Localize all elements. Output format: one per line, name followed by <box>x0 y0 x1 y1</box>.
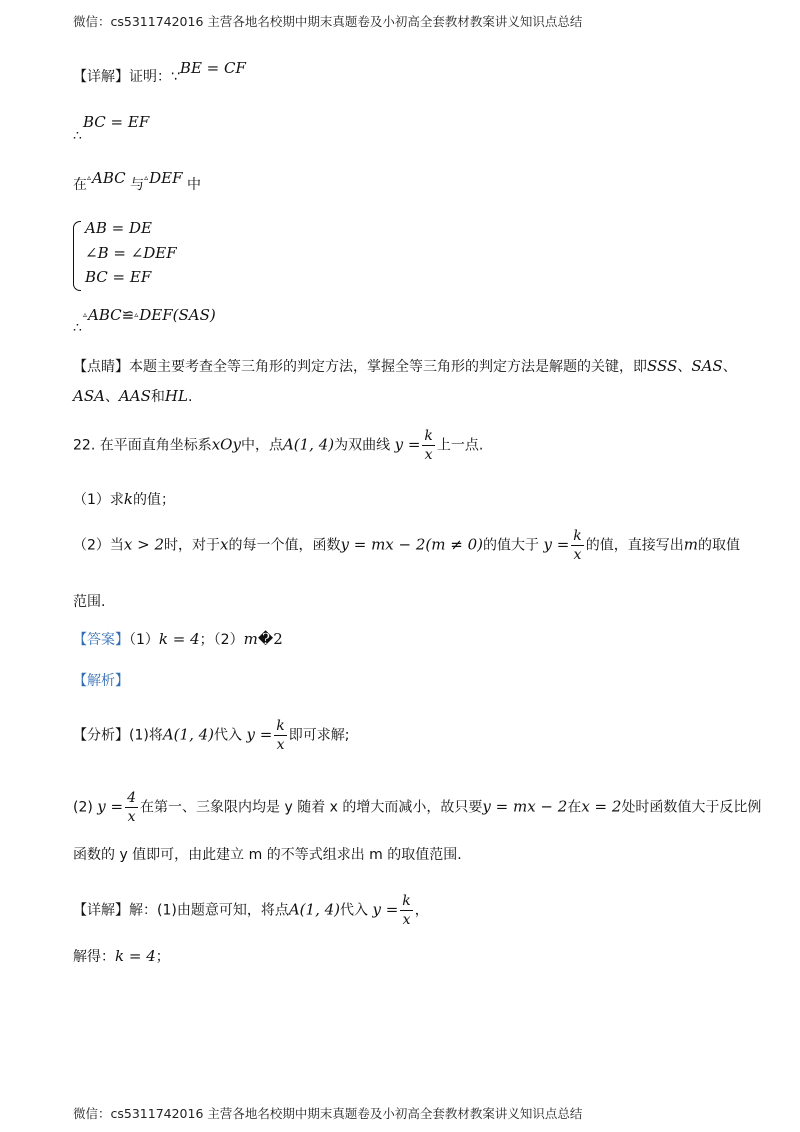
separator: 、 <box>722 359 737 375</box>
congruence-line <box>73 305 216 326</box>
solve-text: 解得： <box>73 949 115 965</box>
separator: 、 <box>677 359 692 375</box>
period: . <box>187 389 193 405</box>
detail-text-b: 代入 <box>340 902 369 919</box>
triangle-abc: ABC <box>92 169 126 187</box>
question-part-2 <box>73 528 740 563</box>
question-number: 22. <box>73 437 96 454</box>
k-over-x-fraction <box>422 428 434 463</box>
four-over-x-fraction <box>125 790 138 825</box>
stem-text-1: 在平面直角坐标系 <box>99 437 212 454</box>
triangle-icon: ▵ <box>83 310 88 319</box>
fenxi-label: 【分析】 <box>73 727 129 744</box>
part2-text-e: 的值，直接写出 <box>585 537 684 554</box>
answer-label: 【答案】 <box>73 632 129 648</box>
analysis-part1 <box>73 718 349 753</box>
stem-text-3: 为双曲线 <box>334 437 391 454</box>
bc-ef-equation: BC = EF <box>83 113 150 131</box>
answer-part1: （1） <box>129 632 159 648</box>
part2-text-f: 的取值 <box>697 537 740 554</box>
analysis-label: 【解析】 <box>73 673 129 689</box>
fraction-numerator: k <box>424 428 433 444</box>
fraction-denominator: x <box>402 912 411 928</box>
fraction-numerator: 4 <box>127 790 137 806</box>
fraction-denominator: x <box>127 809 136 825</box>
y-equals: y = <box>97 797 124 816</box>
separator: 、 <box>104 389 119 405</box>
coordinate-system: xOy <box>211 435 241 454</box>
with-text: 与 <box>130 177 145 193</box>
stem-text-4: 上一点. <box>436 437 484 454</box>
analysis-x-equals-2: x = 2 <box>581 797 622 816</box>
stem-text-2: 中，点 <box>240 437 283 454</box>
triangle-icon: ▵ <box>87 173 92 182</box>
because-symbol: ∵ <box>171 69 180 85</box>
part2-continuation: 范围. <box>73 594 106 610</box>
answer-k-value: k = 4 <box>158 630 200 648</box>
page-header: 微信：cs5311742016 主营各地名校期中期末真题卷及小初高全套教材教案讲义知识点总结 <box>73 14 583 29</box>
point-a: A(1, 4) <box>282 435 335 454</box>
proof-bc-ef-line <box>73 112 149 133</box>
congruent-right: DEF(SAS) <box>139 306 216 324</box>
method-aas: AAS <box>118 387 151 405</box>
answer-symbol: � <box>257 630 274 648</box>
linear-function: y = mx − 2(m ≠ 0) <box>340 535 483 554</box>
analysis-text-2d: 处时函数值大于反比例 <box>621 799 762 816</box>
answer-line <box>73 629 283 650</box>
part2-text-b: 时，对于 <box>164 537 221 554</box>
congruent-sign: ≌ <box>121 306 135 324</box>
part2-x: x <box>220 535 229 554</box>
y-equals: y = <box>394 435 421 454</box>
fraction-denominator: x <box>276 737 285 753</box>
analysis-text-1c: 即可求解; <box>288 727 350 744</box>
k-over-x-fraction <box>274 718 286 753</box>
detail-line <box>73 893 429 928</box>
fraction-numerator: k <box>276 718 285 734</box>
triangle-def: DEF <box>149 169 183 187</box>
analysis-part2 <box>73 790 761 825</box>
fraction-denominator: x <box>424 447 433 463</box>
analysis-text-1: (1)将 <box>129 727 163 744</box>
part2-text-d: 的值大于 <box>483 537 539 554</box>
detail-point: A(1, 4) <box>288 900 341 919</box>
part2-m: m <box>683 535 698 554</box>
triangle-icon: ▵ <box>144 173 149 182</box>
k-over-x-fraction <box>400 893 412 928</box>
solve-value: k = 4 <box>115 947 156 965</box>
fraction-denominator: x <box>573 547 582 563</box>
y-equals: y = <box>246 725 273 744</box>
k-over-x-fraction <box>571 528 583 563</box>
congruent-left: ABC <box>88 306 122 324</box>
y-equals: y = <box>372 900 399 919</box>
therefore-symbol-1: ∴ <box>73 128 82 144</box>
answer-m-value: 2 <box>273 630 283 648</box>
comment-line-1 <box>73 356 737 377</box>
part1-end: 的值； <box>133 492 176 508</box>
system-line-3: BC = EF <box>85 268 152 286</box>
part1-text: （1）求 <box>73 492 124 508</box>
question-part-1 <box>73 489 175 510</box>
question-22-stem <box>73 428 483 463</box>
left-brace <box>73 221 81 291</box>
analysis-linear-function: y = mx − 2 <box>482 797 568 816</box>
part1-k: k <box>123 490 134 508</box>
detail-text-c: ， <box>414 902 429 919</box>
comment-line-2 <box>73 386 192 407</box>
in-text: 在 <box>73 177 87 193</box>
system-line-2: ∠B = ∠DEF <box>85 244 177 262</box>
comment-text: 本题主要考查全等三角形的判定方法，掌握全等三角形的判定方法是解题的关键，即 <box>129 359 647 375</box>
y-equals: y = <box>543 535 570 554</box>
mid-text: 中 <box>186 177 201 193</box>
analysis-text-2b: 在第一、三象限内均是 y 随着 x 的增大而减小，故只要 <box>140 799 483 816</box>
page-footer: 微信：cs5311742016 主营各地名校期中期末真题卷及小初高全套教材教案讲义知识点总结 <box>73 1106 583 1121</box>
part2-condition: x > 2 <box>123 535 165 554</box>
part2-text-c: 的每一个值，函数 <box>228 537 341 554</box>
triangle-compare-line <box>73 168 201 193</box>
comment-label: 【点睛】 <box>73 359 129 375</box>
fraction-numerator: k <box>573 528 582 544</box>
method-sss: SSS <box>647 357 678 375</box>
therefore-symbol-2: ∴ <box>73 320 82 336</box>
method-sas: SAS <box>691 357 723 375</box>
analysis-point: A(1, 4) <box>162 725 215 744</box>
triangle-icon: ▵ <box>134 310 139 319</box>
solve-end: ； <box>155 949 170 965</box>
analysis-text-1b: 代入 <box>214 727 243 744</box>
fraction-numerator: k <box>402 893 411 909</box>
method-asa: ASA <box>73 387 105 405</box>
part2-text-a: （2）当 <box>73 537 124 554</box>
and-text: 和 <box>150 389 165 405</box>
detail-label: 【详解】证明： <box>73 69 171 85</box>
answer-separator: ；（2） <box>199 632 244 648</box>
answer-m: m <box>243 630 258 648</box>
analysis-text-2c: 在 <box>567 799 582 816</box>
proof-given-line <box>73 59 246 87</box>
detail-text: 【详解】解：(1)由题意可知，将点 <box>73 902 289 919</box>
system-line-1: AB = DE <box>85 219 152 237</box>
solve-line <box>73 946 170 967</box>
given-equation: BE = CF <box>179 59 246 77</box>
analysis-text-2: (2) <box>73 799 93 816</box>
method-hl: HL <box>164 387 188 405</box>
analysis-part2-continuation: 函数的 y 值即可，由此建立 m 的不等式组求出 m 的取值范围. <box>73 847 462 863</box>
